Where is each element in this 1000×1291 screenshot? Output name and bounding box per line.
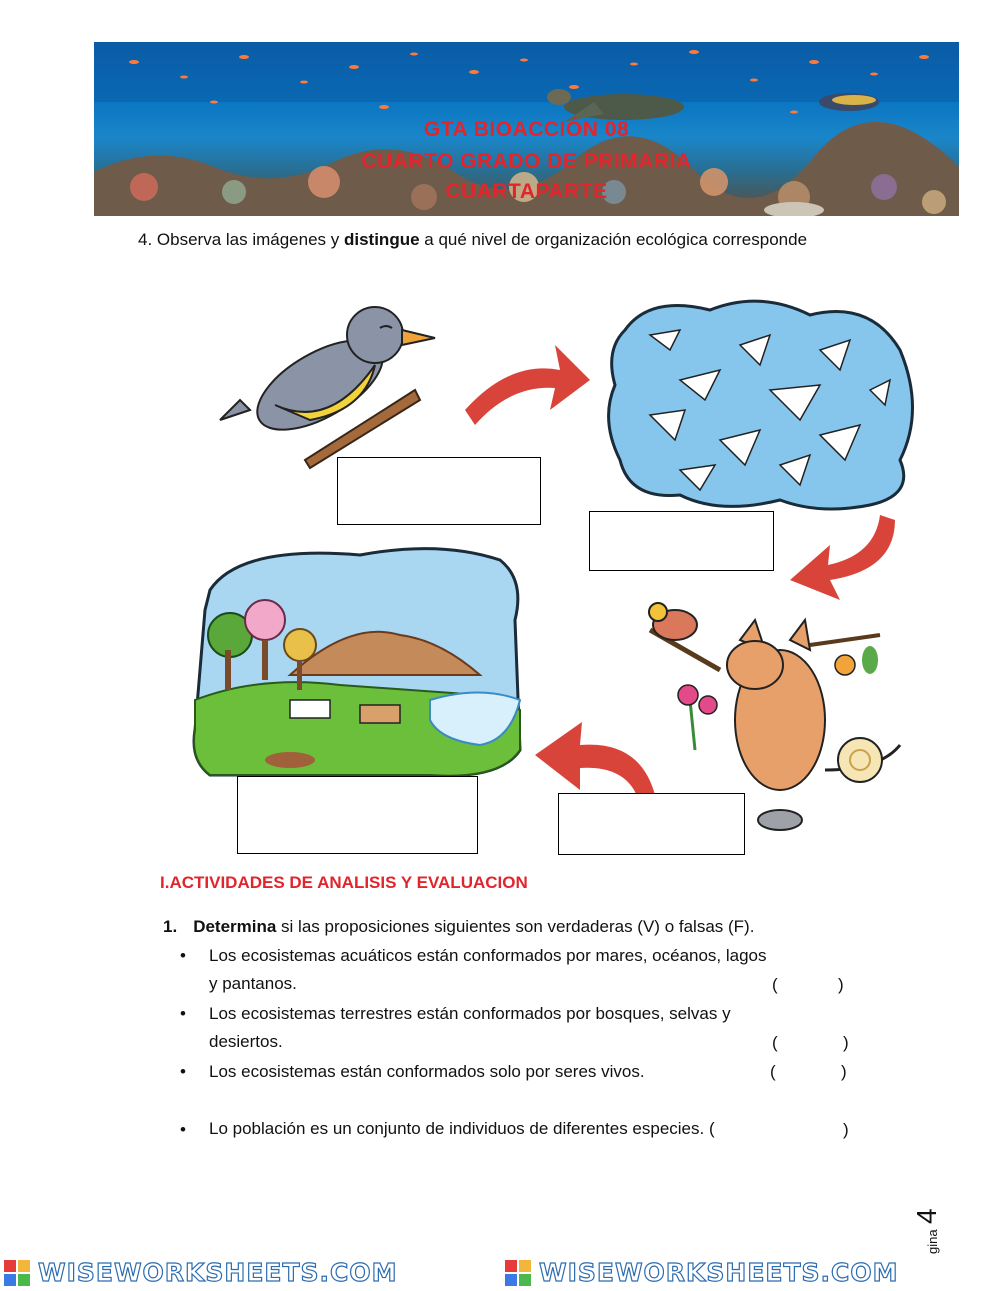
answer-slot-1[interactable] [782,972,834,996]
individual-bird-image [220,307,435,468]
statement-4-line1: Lo población es un conjunto de individuos de diferentes especies. ( [209,1119,715,1138]
population-birds-image [609,301,913,509]
answer-paren-close-3: ) [841,1062,847,1081]
statement-1-line1: Los ecosistemas acuáticos están conformados por mares, océanos, lagos [209,946,767,965]
answer-box-individual[interactable] [337,457,541,525]
footer-text-1: WISEWORKSHEETS.COM [38,1258,398,1287]
section-heading: I.ACTIVIDADES DE ANALISIS Y EVALUACION [160,873,528,892]
statement-3-line1: Los ecosistemas están conformados solo por seres vivos. [209,1062,645,1081]
arrow-down-left-icon [790,515,895,600]
answer-paren-open-1: ( [772,975,778,994]
ecosystem-landscape-image [194,549,520,776]
page-number-label: gina [925,1229,940,1254]
page-number [903,1196,963,1256]
statement-4 [209,1115,715,1143]
statement-2-line2: desiertos. [209,1032,283,1051]
statement-1 [209,942,767,998]
answer-box-ecosystem[interactable] [237,776,478,854]
statement-3 [209,1058,645,1086]
question-4-keyword: distingue [343,230,420,249]
answer-slot-2[interactable] [782,1030,840,1054]
page-number-value: 4 [911,1208,942,1224]
banner-grade: CUARTO GRADO DE PRIMARIA [361,150,692,173]
banner-part: CUARTAPARTE [445,180,608,203]
ecological-levels-illustration [180,290,940,860]
item-1-instruction: si las proposiciones siguientes son verdaderas (V) o falsas (F). [276,917,755,936]
answer-box-population[interactable] [589,511,774,571]
item-1-number: 1. [163,917,178,936]
answer-slot-3[interactable] [780,1059,838,1083]
answer-slot-4[interactable] [792,1116,840,1140]
bullet-icon: • [180,1004,186,1023]
bullet-icon: • [180,1120,186,1139]
bullet-icon: • [180,946,186,965]
answer-paren-open-3: ( [770,1062,776,1081]
activity-item-1 [163,917,754,937]
question-4-suffix: a qué nivel de organización ecológica corresponde [419,230,808,249]
wiseworksheets-logo-icon [505,1260,533,1288]
arrow-right-icon [465,345,590,425]
footer-watermark [0,1254,1000,1291]
banner-title: GTA BIOACCIÓN 08 [423,118,630,141]
answer-box-community[interactable] [558,793,745,855]
bullet-icon: • [180,1062,186,1081]
statement-2 [209,1000,731,1056]
question-4-prefix: 4. Observa las imágenes y [138,230,344,249]
statement-2-line1: Los ecosistemas terrestres están conformados por bosques, selvas y [209,1004,731,1023]
footer-text-2: WISEWORKSHEETS.COM [539,1258,899,1287]
answer-paren-close-4: ) [843,1120,849,1139]
answer-paren-open-2: ( [772,1033,778,1052]
answer-paren-close-2: ) [843,1033,849,1052]
wiseworksheets-logo-icon [4,1260,32,1288]
item-1-keyword: Determina [193,917,277,936]
answer-paren-close-1: ) [838,975,844,994]
question-4 [138,229,838,251]
header-banner [94,42,959,216]
statement-1-line2: y pantanos. [209,974,297,993]
